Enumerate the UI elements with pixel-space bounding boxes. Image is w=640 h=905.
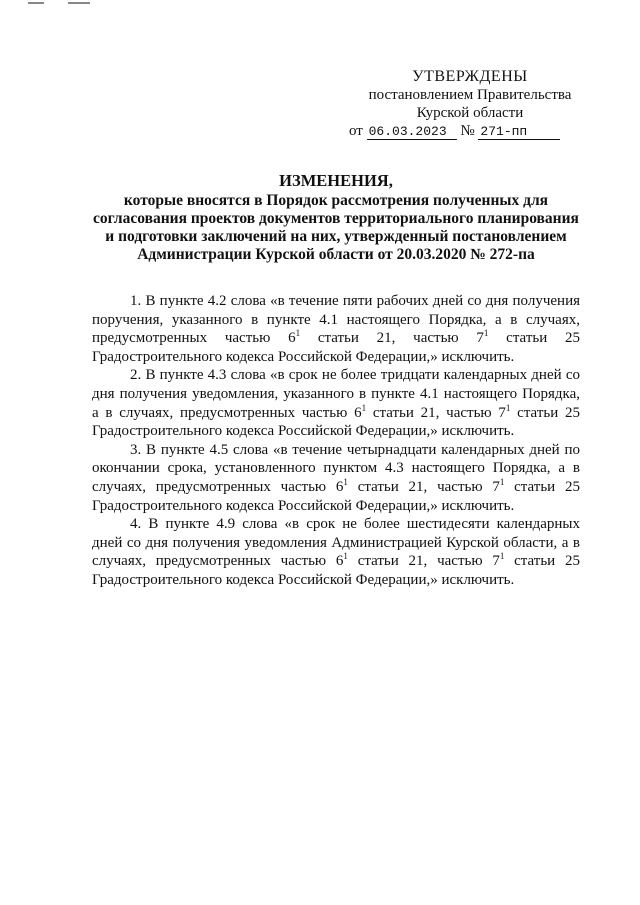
number-prefix: № [460,123,475,139]
paragraph-text: статьи 25 Градостроительного кодекса Российской Федерации,» исключить. [92,553,580,588]
superscript: 1 [505,402,511,413]
heading-line: Администрации Курской области от 20.03.2020 № 272-па [137,246,535,263]
paragraph-text: 2. В пункте 4.3 слова «в срок не более тридцати календарных дней со дня получения уведомления, указанного в пункте 4.1 настоящего Порядка, а в случаях, предусмотренных частью 6 [92,367,580,421]
amendment-paragraph-3 [92,441,580,515]
document-title: ИЗМЕНЕНИЯ, [279,171,393,190]
approval-line-1: постановлением Правительства [368,87,572,103]
heading-line: и подготовки заключений на них, утвержденный постановлением [105,228,567,245]
amendment-paragraph-2 [92,366,580,440]
paragraph-text: 3. В пункте 4.5 слова «в течение четырнадцати календарных дней по окончании срока, установленного пунктом 4.3 настоящего Порядка, а в случаях, предусмотренных частью 6 [92,441,580,495]
scan-marks [28,0,108,6]
paragraph-text: статьи 21, частью 7 [366,404,506,421]
document-body [92,292,580,590]
superscript: 1 [499,551,505,562]
scan-mark [68,2,90,4]
heading-line: которые вносятся в Порядок рассмотрения полученных для [123,192,549,209]
superscript: 1 [483,328,489,339]
approval-stamp [349,68,585,140]
paragraph-text: 1. В пункте 4.2 слова «в течение пяти рабочих дней со дня получения поручения, указанного в пункте 4.1 настоящего Порядка, а в случаях, предусмотренных частью 6 [92,293,580,347]
approval-date: 06.03.2023 [367,124,457,140]
superscript: 1 [343,551,348,562]
paragraph-text: статьи 25 Градостроительного кодекса Российской Федерации,» исключить. [92,404,581,440]
heading-line: согласования проектов документов территориального планирования [93,210,579,227]
date-prefix: от [349,123,363,139]
approval-number: 271-пп [478,124,560,140]
superscript: 1 [295,328,301,339]
document-heading [60,172,612,264]
paragraph-text: статьи 25 Градостроительного кодекса Российской Федерации,» исключить. [92,478,580,514]
paragraph-text: статьи 25 Градостроительного кодекса Российской Федерации,» исключить. [92,330,581,365]
approval-date-line [349,122,585,140]
amendment-paragraph-4 [92,515,580,589]
superscript: 1 [343,476,348,487]
approval-title: УТВЕРЖДЕНЫ [412,68,528,85]
paragraph-text: статьи 21, частью 7 [347,553,500,570]
paragraph-text: статьи 21, частью 7 [300,330,484,347]
paragraph-text: 4. В пункте 4.9 слова «в срок не более шестидесяти календарных дней со дня получения уведомления Администрацией Курской области, а в случаях, предусмотренных частью 6 [92,516,580,570]
scan-mark [28,2,44,4]
paragraph-text: статьи 21, частью 7 [347,478,500,495]
superscript: 1 [361,402,367,413]
approval-line-2: Курской области [416,105,524,121]
amendment-paragraph-1 [92,292,580,366]
superscript: 1 [499,476,505,487]
